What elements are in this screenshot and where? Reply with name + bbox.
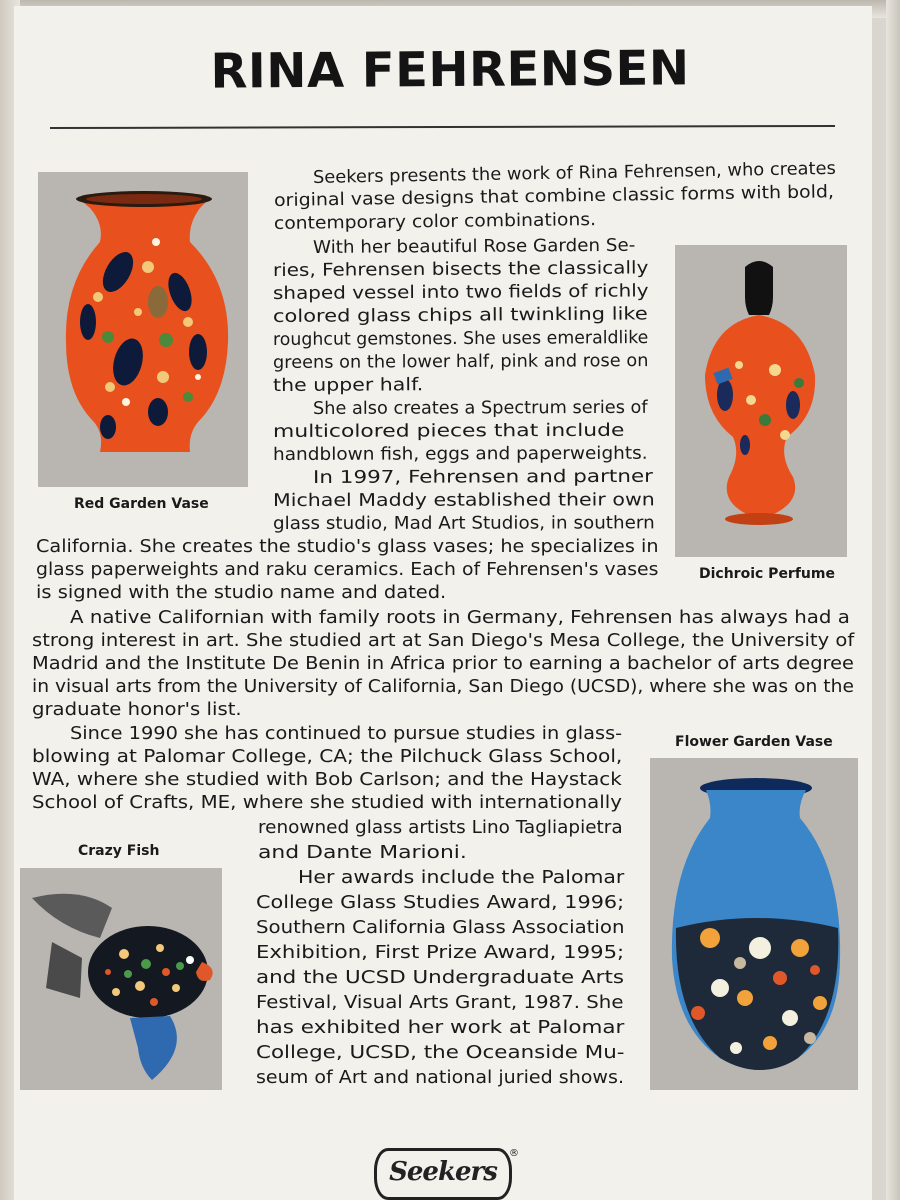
body-text-line: A native Californian with family roots in Germany, Fehrensen has always had a [70, 608, 850, 628]
body-text-line: original vase designs that combine classic forms with bold, [273, 182, 835, 211]
body-text-line: has exhibited her work at Palomar [256, 1018, 625, 1038]
body-text-line: strong interest in art. She studied art at San Diego's Mesa College, the University of [32, 631, 855, 651]
body-text-line: Michael Maddy established their own [272, 490, 655, 511]
body-text-line: College Glass Studies Award, 1996; [256, 893, 625, 913]
body-text-line: the upper half. [272, 375, 424, 396]
body-text-line: greens on the lower half, pink and rose on [272, 351, 649, 373]
caption-dichroic-perfume: Dichroic Perfume [699, 566, 835, 582]
body-text-line: Madrid and the Institute De Benin in Africa prior to earning a bachelor of arts degree [32, 654, 854, 674]
body-text-line: in visual arts from the University of California, San Diego (UCSD), where she was on the [32, 677, 854, 697]
body-text-line: College, UCSD, the Oceanside Mu- [256, 1043, 625, 1063]
seekers-logo [374, 1148, 512, 1200]
body-text-line: Her awards include the Palomar [298, 868, 625, 888]
body-text-line: shaped vessel into two fields of richly [272, 281, 649, 304]
body-text-line: Exhibition, First Prize Award, 1995; [256, 943, 625, 963]
body-text-line: multicolored pieces that include [272, 420, 625, 442]
caption-flower-garden-vase: Flower Garden Vase [675, 734, 833, 750]
flower-garden-vase-photo [650, 758, 858, 1090]
registered-mark: ® [509, 1148, 519, 1159]
body-text-line: She also creates a Spectrum series of [312, 397, 648, 419]
body-text-line: and Dante Marioni. [258, 843, 467, 863]
body-text-line: is signed with the studio name and dated. [36, 583, 447, 603]
caption-crazy-fish: Crazy Fish [78, 843, 160, 859]
page-edge [886, 0, 900, 1200]
body-text-line: glass studio, Mad Art Studios, in southern [272, 513, 655, 534]
body-text-line: Festival, Visual Arts Grant, 1987. She [256, 993, 624, 1013]
body-text-line: In 1997, Fehrensen and partner [312, 466, 654, 488]
body-text-line: School of Crafts, ME, where she studied with internationally [32, 793, 622, 813]
body-text-line: colored glass chips all twinkling like [272, 304, 648, 327]
crazy-fish-photo [20, 868, 222, 1090]
body-text-line: WA, where she studied with Bob Carlson; and the Haystack [32, 770, 622, 790]
body-text-line: blowing at Palomar College, CA; the Pilchuck Glass School, [32, 747, 623, 767]
body-text-line: and the UCSD Undergraduate Arts [256, 968, 625, 988]
red-garden-vase-photo [38, 172, 248, 487]
body-text-line: handblown fish, eggs and paperweights. [272, 443, 648, 465]
body-text-line: renowned glass artists Lino Tagliapietra [258, 818, 623, 838]
page-title: RINA FEHRENSEN [210, 40, 690, 100]
body-text-line: glass paperweights and raku ceramics. Each of Fehrensen's vases [36, 560, 659, 580]
body-text-line: contemporary color combinations. [273, 210, 597, 234]
seekers-logo-text: Seekers [389, 1157, 497, 1187]
body-text-line: California. She creates the studio's glass vases; he specializes in [36, 537, 659, 557]
dichroic-perfume-photo [675, 245, 847, 557]
body-text-line: ries, Fehrensen bisects the classically [272, 258, 649, 281]
caption-red-garden-vase: Red Garden Vase [74, 496, 209, 512]
body-text-line: graduate honor's list. [32, 700, 242, 720]
body-text-line: With her beautiful Rose Garden Se- [312, 235, 636, 258]
body-text-line: roughcut gemstones. She uses emeraldlike [272, 328, 649, 350]
body-text-line: Seekers presents the work of Rina Fehrensen, who creates [312, 158, 836, 188]
body-text-line: seum of Art and national juried shows. [256, 1068, 625, 1088]
body-text-line: Southern California Glass Association [256, 918, 625, 938]
body-text-line: Since 1990 she has continued to pursue studies in glass- [70, 724, 623, 744]
